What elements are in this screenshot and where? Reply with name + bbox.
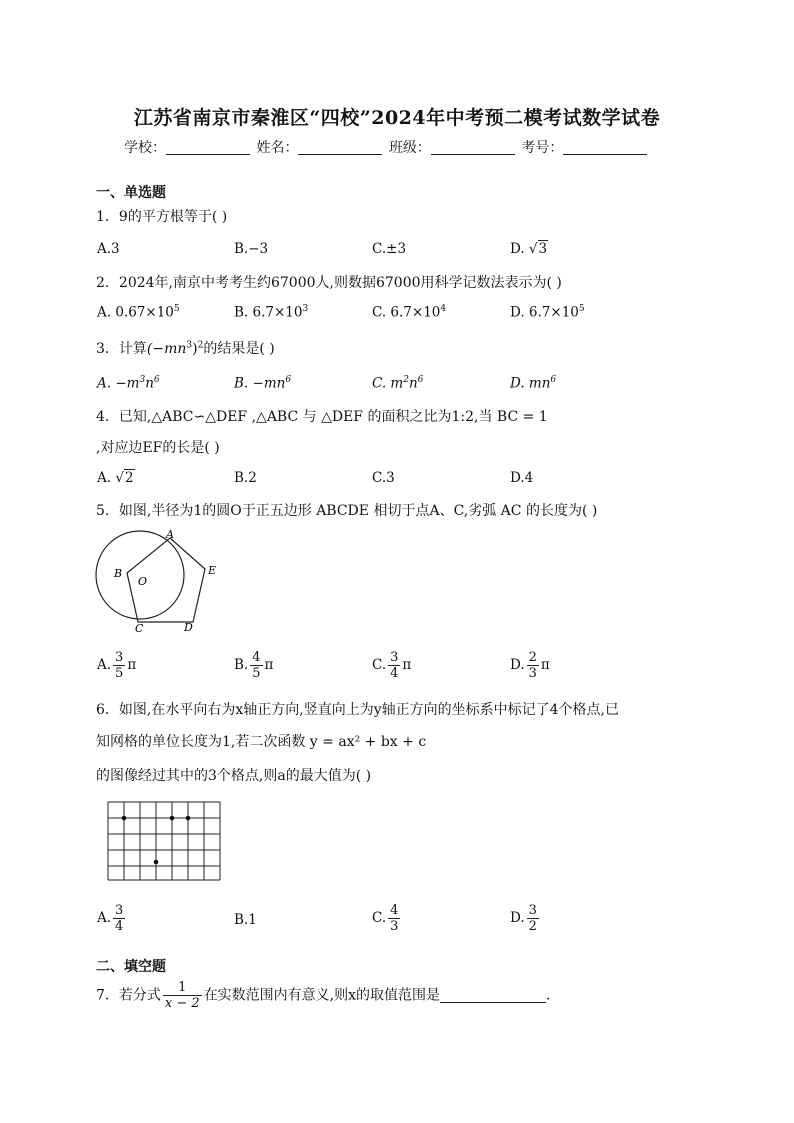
question-4-stem-line2: ,对应边EF的长是( )	[96, 440, 220, 456]
question-5-stem: 5．如图,半径为1的圆O于正五边形 ABCDE 相切于点A、C,劣弧 AC 的长度为( )	[96, 503, 598, 519]
student-info-line	[124, 137, 649, 157]
q3-option-b[interactable]: B. $-mn^6$	[234, 375, 292, 392]
lattice-point	[122, 816, 127, 821]
q4-option-b[interactable]: B.2	[234, 470, 257, 486]
q3-option-c[interactable]: C. $m^2n^6$	[372, 375, 424, 392]
label-d: D	[184, 621, 193, 634]
q1-option-a[interactable]: A.3	[97, 241, 120, 257]
q2-option-d[interactable]: D. $6.7\times 10^5$	[510, 304, 585, 321]
question-4-stem-line1: 4．已知,△ABC∽△DEF ,△ABC 与 △DEF 的面积之比为1:2,当 BC = 1	[96, 409, 548, 425]
class-blank[interactable]	[431, 140, 515, 155]
lattice-point	[154, 860, 159, 865]
q5-option-c[interactable]: C. $\frac{3}{4}$ π	[372, 650, 412, 681]
q1-option-b[interactable]: B.−3	[234, 241, 269, 257]
q6-option-d[interactable]: D. $\frac{3}{2}$	[510, 903, 537, 934]
class-label: 班级：	[388, 140, 431, 156]
q1-option-d[interactable]: D. √3	[510, 241, 548, 257]
q2-option-b[interactable]: B. $6.7\times 10^3$	[234, 304, 309, 321]
label-e: E	[208, 564, 217, 577]
number-blank[interactable]	[563, 140, 647, 155]
exam-title: 江苏省南京市秦淮区“四校”2024年中考预二模考试数学试卷	[133, 107, 661, 129]
question-7-stem: 7．若分式 $\frac{1}{x - 2}$ 在实数范围内有意义,则x的取值范围是 .	[96, 980, 551, 1011]
lattice-point	[186, 816, 191, 821]
section-heading-fill-blank: 二、填空题	[96, 959, 166, 975]
circle-pentagon-figure	[92, 528, 222, 636]
question-6-stem-line1: 6．如图,在水平向右为x轴正方向,竖直向上为y轴正方向的坐标系中标记了4个格点,已	[96, 702, 619, 718]
q2-option-a[interactable]: A. $0.67\times 10^5$	[97, 304, 180, 321]
q5-option-d[interactable]: D. $\frac{2}{3}$ π	[510, 650, 550, 681]
label-o: O	[138, 575, 148, 588]
name-blank[interactable]	[298, 140, 382, 155]
q6-option-b[interactable]: B.1	[234, 912, 257, 928]
q6-option-c[interactable]: C. $\frac{4}{3}$	[372, 903, 399, 934]
name-label: 姓名：	[256, 140, 299, 156]
lattice-point	[170, 816, 175, 821]
question-2-stem: 2．2024年,南京中考考生约67000人,则数据67000用科学记数法表示为( )	[96, 275, 562, 291]
question-1-stem: 1．9的平方根等于( )	[96, 209, 228, 225]
school-blank[interactable]	[166, 140, 250, 155]
q5-option-a[interactable]: A. $\frac{3}{5}$ π	[97, 650, 137, 681]
school-label: 学校：	[124, 140, 166, 156]
q1-option-c[interactable]: C.±3	[372, 241, 407, 257]
q4-option-d[interactable]: D.4	[510, 470, 534, 486]
q4-option-a[interactable]: A. √2	[97, 470, 134, 486]
q4-option-c[interactable]: C.3	[372, 470, 395, 486]
q5-option-b[interactable]: B. $\frac{4}{5}$ π	[234, 650, 274, 681]
question-6-stem-line2: 知网格的单位长度为1,若二次函数 y = ax² + bx + c	[96, 734, 427, 750]
q6-option-a[interactable]: A. $\frac{3}{4}$	[97, 903, 124, 934]
grid-lines	[108, 802, 220, 880]
number-label: 考号：	[521, 140, 564, 156]
grid-lattice-figure	[106, 800, 222, 882]
label-b: B	[114, 567, 123, 580]
q7-answer-blank[interactable]	[440, 988, 546, 1003]
q3-option-d[interactable]: D. $mn^6$	[510, 375, 557, 392]
question-3-stem: 3．计算$(-mn^3)^2$的结果是( )	[96, 340, 275, 357]
section-heading-single-choice: 一、单选题	[96, 185, 166, 201]
question-6-stem-line3: 的图像经过其中的3个格点,则a的最大值为( )	[96, 768, 372, 784]
q3-option-a[interactable]: A. $-m^3n^6$	[97, 375, 160, 392]
label-c: C	[135, 622, 144, 635]
q2-option-c[interactable]: C. $6.7\times 10^4$	[372, 304, 447, 321]
label-a: A	[166, 528, 174, 541]
